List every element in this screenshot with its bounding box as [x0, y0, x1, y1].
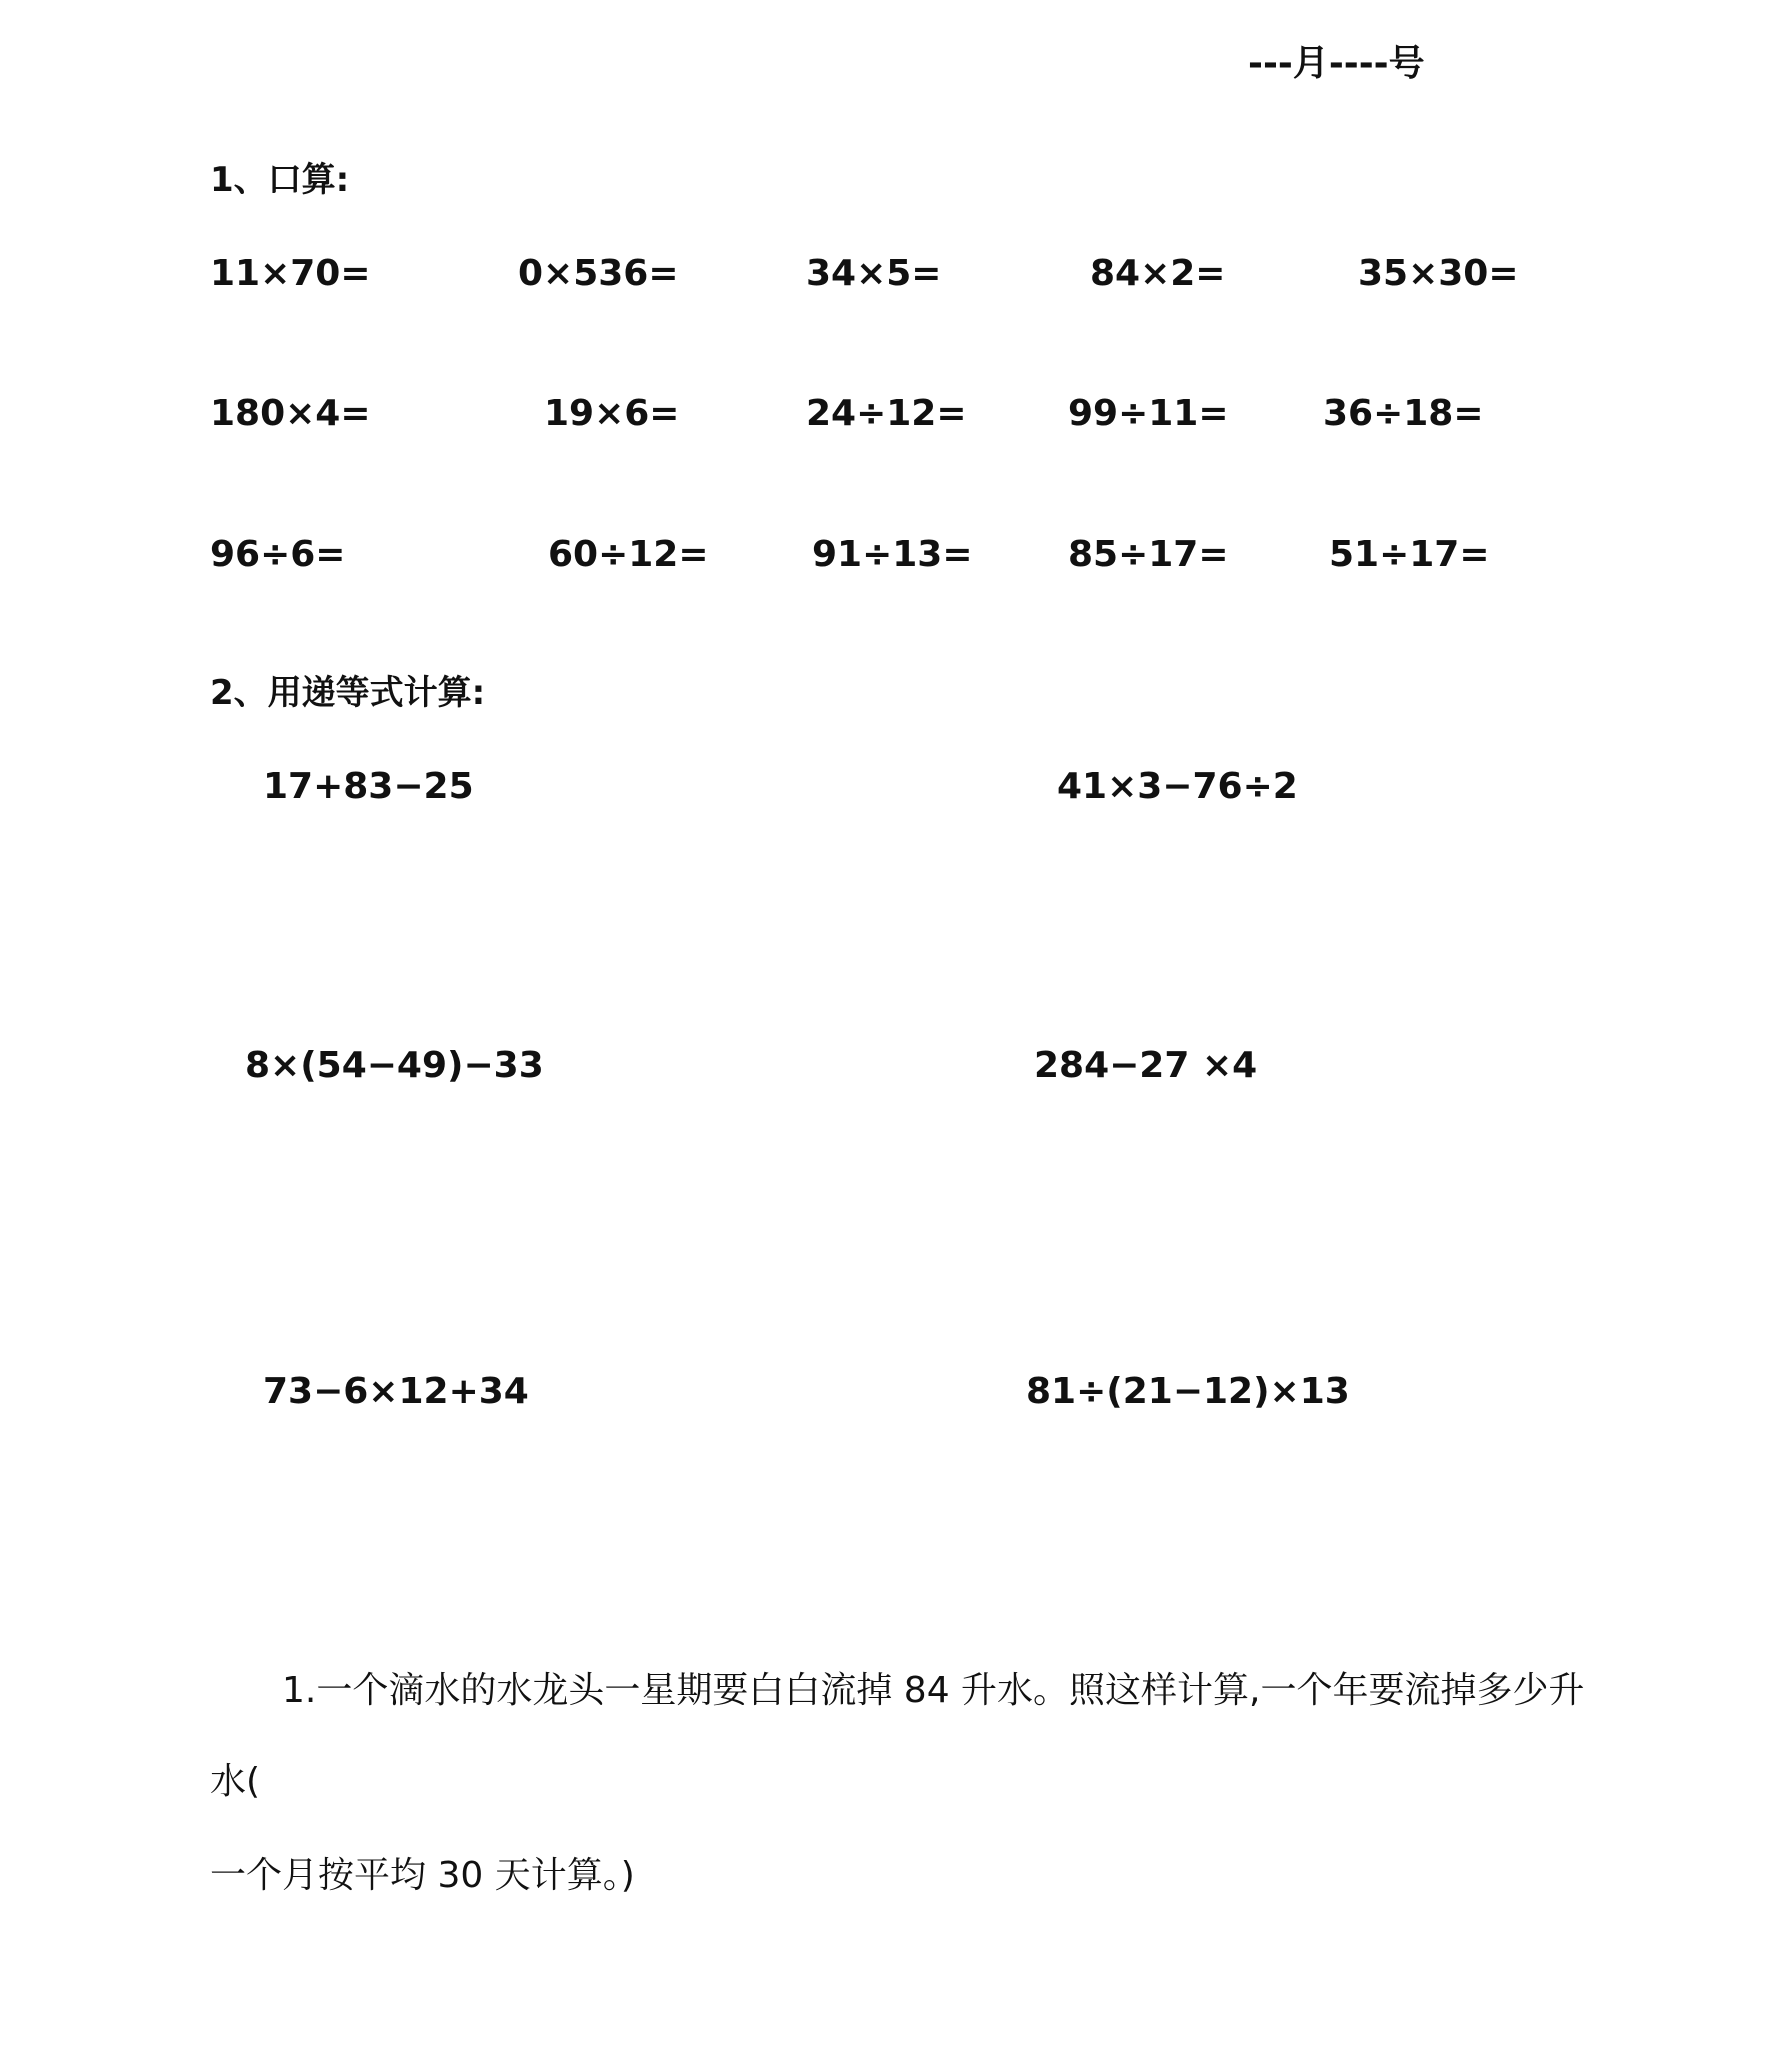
expression-item: 81÷(21−12)×13 [1026, 1371, 1350, 1412]
oral-item: 85÷17= [1068, 534, 1229, 575]
oral-item: 24÷12= [806, 393, 967, 434]
expression-item: 284−27 ×4 [1034, 1045, 1258, 1086]
oral-item: 19×6= [544, 393, 680, 434]
expression-item: 73−6×12+34 [263, 1371, 529, 1412]
section1-title: 1、口算: [210, 160, 350, 200]
expression-item: 41×3−76÷2 [1057, 766, 1298, 807]
oral-item: 84×2= [1090, 253, 1226, 294]
oral-item: 180×4= [210, 393, 371, 434]
oral-item: 34×5= [806, 253, 942, 294]
oral-item: 35×30= [1358, 253, 1519, 294]
oral-item: 0×536= [518, 253, 679, 294]
oral-item: 11×70= [210, 253, 371, 294]
word-problem-line: 一个月按平均 30 天计算。) [210, 1855, 635, 1896]
date-line: ---月----号 [1248, 43, 1425, 84]
expression-item: 8×(54−49)−33 [245, 1045, 544, 1086]
oral-item: 51÷17= [1329, 534, 1490, 575]
expression-item: 17+83−25 [263, 766, 474, 807]
oral-item: 36÷18= [1323, 393, 1484, 434]
oral-item: 96÷6= [210, 534, 346, 575]
word-problem-line: 1.一个滴水的水龙头一星期要白白流掉 84 升水。照这样计算,一个年要流掉多少升 [282, 1670, 1585, 1711]
word-problem-line: 水( [210, 1761, 261, 1802]
oral-item: 60÷12= [548, 534, 709, 575]
section2-title: 2、用递等式计算: [210, 673, 486, 713]
oral-item: 99÷11= [1068, 393, 1229, 434]
oral-item: 91÷13= [812, 534, 973, 575]
